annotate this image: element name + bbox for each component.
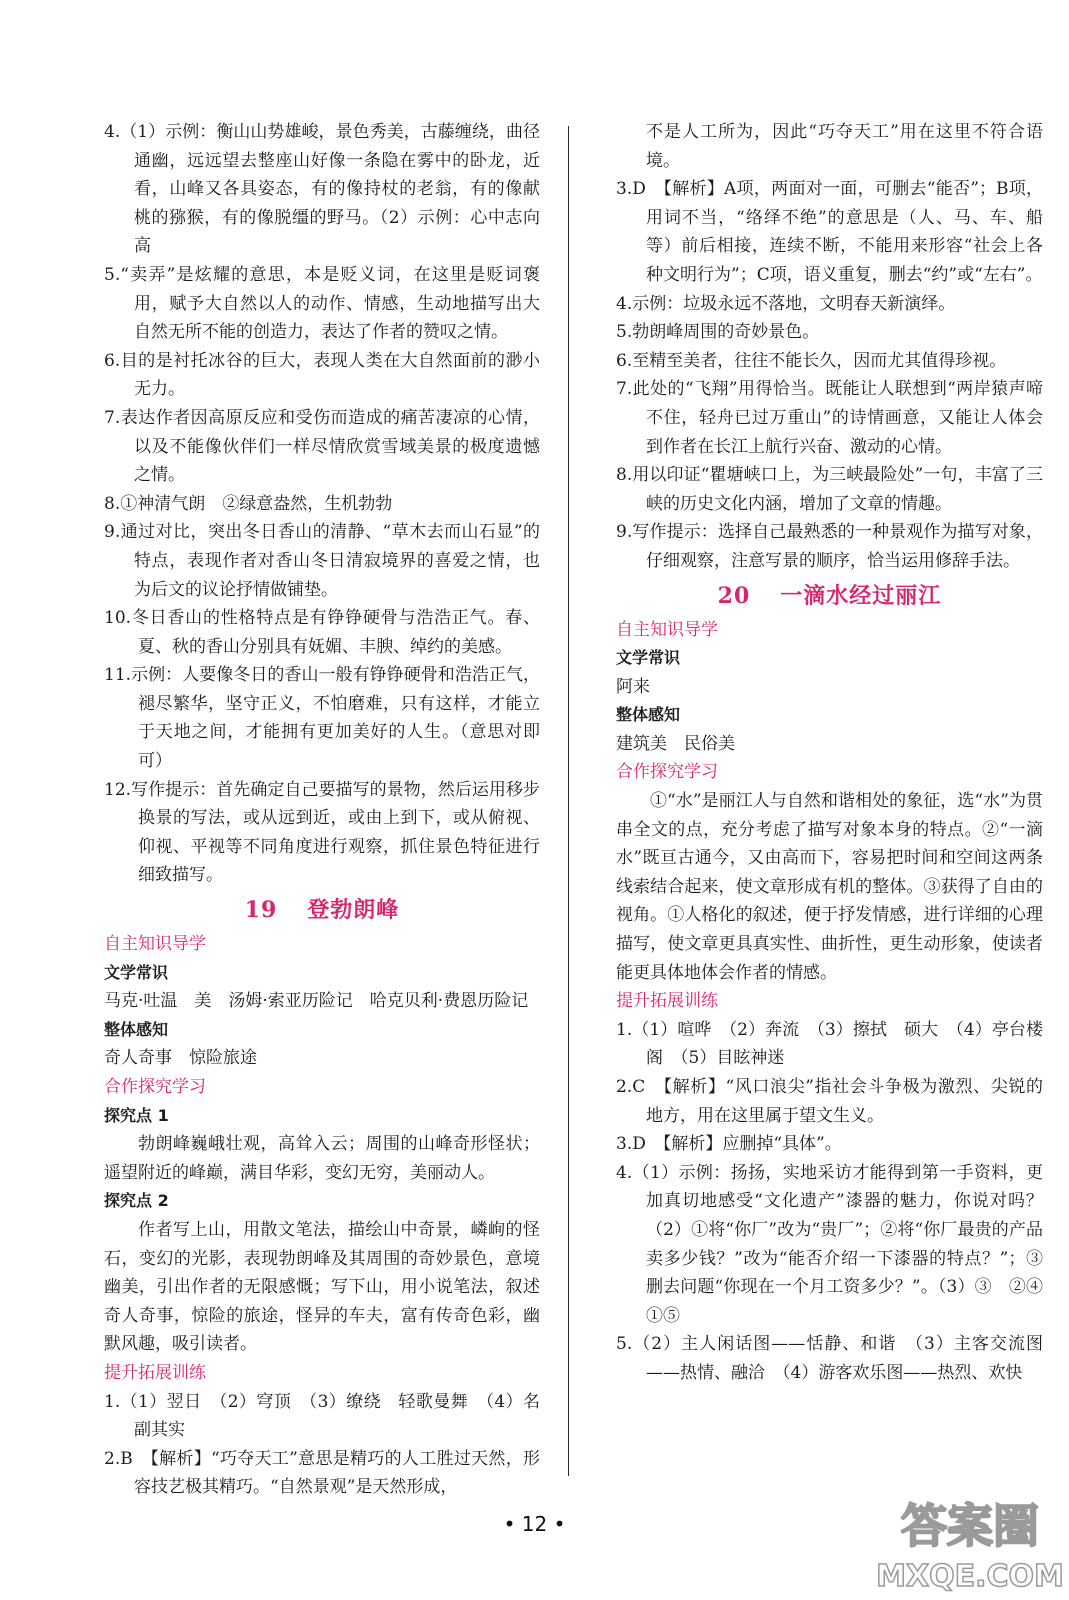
answer-text: 阿来 — [616, 676, 650, 697]
answer-item: 2.B 【解析】“巧夺天工”意思是精巧的人工胜过天然，形容技艺极其精巧。“自然景观”是天然形成， — [104, 1448, 540, 1498]
answer-item: 8.用以印证“瞿塘峡口上，为三峡最险处”一句，丰富了三峡的历史文化内涵，增加了文章的情趣。 — [616, 465, 1043, 514]
answer-item: 6.目的是衬托冰谷的巨大，表现人类在大自然面前的渺小无力。 — [104, 350, 540, 400]
watermark-line1: 答案圈 — [901, 1499, 1039, 1553]
section-heading: 自主知识导学 — [104, 934, 206, 955]
answer-list-top — [616, 175, 1043, 575]
answer-item: 7.此处的“飞翔”用得恰当。既能让人联想到“两岸猿声啼不住，轻舟已过万重山”的诗情画意，又能让人体会到作者在长江上航行兴奋、激动的心情。 — [616, 379, 1043, 457]
answer-item: 5.（2）主人闲话图——恬静、和谐 （3）主客交流图——热情、融洽 （4）游客欢乐图——热烈、欢快 — [616, 1334, 1043, 1383]
sub-heading: 整体感知 — [104, 1019, 169, 1039]
answer-item: 7.表达作者因高原反应和受伤而造成的痛苦凄凉的心情，以及不能像伙伴们一样尽情欣赏雪域美景的极度遗憾之情。 — [104, 407, 540, 486]
answer-item: 2.C 【解析】“风口浪尖”指社会斗争极为激烈、尖锐的地方，用在这里属于望文生义。 — [616, 1077, 1043, 1126]
answer-item: 6.至精至美者，往往不能长久，因而尤其值得珍视。 — [616, 350, 1007, 371]
answer-item: 1.（1）翌日 （2）穹顶 （3）缭绕 轻歌曼舞 （4）名副其实 — [104, 1391, 540, 1441]
sub-heading: 整体感知 — [616, 705, 681, 725]
answer-list-bottom — [104, 1388, 540, 1502]
section-heading: 提升拓展训练 — [104, 1362, 206, 1383]
sub-heading: 文学常识 — [616, 648, 681, 668]
page-number: • 12 • — [503, 1512, 566, 1536]
watermark-line2: MXQE.COM — [876, 1559, 1064, 1594]
answer-item: 5.勃朗峰周围的奇妙景色。 — [616, 322, 820, 343]
sub-heading: 文学常识 — [104, 962, 169, 982]
answer-item: 8.①神清气朗 ②绿意盎然，生机勃勃 — [104, 493, 393, 514]
answer-item: 12.写作提示：首先确定自己要描写的景物，然后运用移步换景的写法，或从远到近，或由上到下，或从俯视、仰视、平视等不同角度进行观察，抓住景色特征进行细致描写。 — [104, 779, 540, 886]
answer-item: 5.“卖弄”是炫耀的意思，本是贬义词，在这里是贬词褒用，赋予大自然以人的动作、情感，生动地描写出大自然无所不能的创造力，表达了作者的赞叹之情。 — [104, 264, 540, 343]
answer-paragraph: 勃朗峰巍峨壮观，高耸入云；周围的山峰奇形怪状；遥望附近的峰巅，满目华彩，变幻无穷，美丽动人。 — [104, 1134, 540, 1183]
answer-item: 11.示例：人要像冬日的香山一般有铮铮硬骨和浩浩正气，褪尽繁华，坚守正义，不怕磨难，只有这样，才能立于天地之间，才能拥有更加美好的人生。（意思对即可） — [104, 665, 540, 772]
answer-paragraph: ①“水”是丽江人与自然和谐相处的象征，选“水”为贯串全文的点，充分考虑了描写对象本身的特点。②“一滴水”既亘古通今，又由高而下，容易把时间和空间这两条线索结合起来，使文章形成有机的整体。③获得了自由的视角。①人格化的叙述，便于抒发情感，进行详细的心理描写，使文章更具真实性、曲折性，更生动形象，使读者能更具体地体会作者的情感。 — [616, 791, 1043, 983]
answer-paragraph: 作者写上山，用散文笔法，描绘山中奇景，嶙峋的怪石，变幻的光影，表现勃朗峰及其周围的奇妙景色，意境幽美，引出作者的无限感慨；写下山，用小说笔法，叙述奇人奇事，惊险的旅途，怪异的车夫，富有传奇色彩，幽默风趣，吸引读者。 — [104, 1219, 540, 1355]
column-divider — [568, 126, 569, 1476]
answer-text: 建筑美 民俗美 — [616, 733, 735, 754]
right-column — [616, 118, 1060, 1388]
section-heading: 合作探究学习 — [104, 1077, 206, 1097]
answer-item: 1.（1）喧哗 （2）奔流 （3）擦拭 硕大 （4）亭台楼阁 （5）目眩神迷 — [616, 1019, 1043, 1069]
section-heading: 自主知识导学 — [616, 619, 718, 640]
lesson-heading: 20 一滴水经过丽江 — [717, 582, 942, 609]
answer-text: 马克·吐温 美 汤姆·索亚历险记 哈克贝利·费恩历险记 — [104, 991, 529, 1012]
answer-list-bottom — [616, 1016, 1060, 1388]
answer-list-top — [104, 118, 540, 890]
sub-heading: 探究点 1 — [104, 1105, 169, 1125]
lesson-heading: 19 登勃朗峰 — [244, 897, 400, 924]
answer-item: 3.D 【解析】应删掉“具体”。 — [616, 1134, 842, 1155]
sub-heading: 探究点 2 — [104, 1191, 169, 1211]
answer-item: 4.示例：垃圾永远不落地，文明春天新演绎。 — [616, 293, 956, 314]
section-heading: 提升拓展训练 — [616, 991, 718, 1012]
left-column — [104, 118, 540, 1502]
section-heading: 合作探究学习 — [616, 762, 718, 783]
answer-item: 4.（1）示例：衡山山势雄峻，景色秀美，古藤缠绕，曲径通幽，远远望去整座山好像一条隐在雾中的卧龙，近看，山峰又各具姿态，有的像持杖的老翁，有的像献桃的猕猴，有的像脱缰的野马。（2）示例：心中志向高 — [104, 122, 540, 257]
answer-item: 10.冬日香山的性格特点是有铮铮硬骨与浩浩正气。春、夏、秋的香山分别具有妩媚、丰腴、绰约的美感。 — [104, 608, 540, 657]
answer-item: 9.写作提示：选择自己最熟悉的一种景观作为描写对象，仔细观察，注意写景的顺序，恰当运用修辞手法。 — [616, 522, 1043, 571]
answer-item: 3.D 【解析】A项，两面对一面，可删去“能否”；B项，用词不当，“络绎不绝”的意思是（人、马、车、船等）前后相接，连续不断，不能用来形容“社会上各种文明行为”；C项，语义重复，删去“约”或“左右”。 — [616, 179, 1043, 285]
answer-text: 奇人奇事 惊险旅途 — [104, 1048, 257, 1069]
answer-item: 4.（1）示例：扬扬，实地采访才能得到第一手资料，更加真切地感受“文化遗产”漆器的魅力，你说对吗？ （2）①将“你厂”改为“贵厂”；②将“你厂最贵的产品卖多少钱？”改为“能否介绍一下漆器的特点？”；③删去问题“你现在一个月工资多少？”。（3）③ ②④ ①⑤ — [616, 1162, 1060, 1326]
answer-item: 9.通过对比，突出冬日香山的清静、“草木去而山石显”的特点，表现作者对香山冬日清寂境界的喜爱之情，也为后文的议论抒情做铺垫。 — [104, 522, 540, 600]
watermark-logo — [875, 1480, 1065, 1596]
answer-continuation: 不是人工所为，因此“巧夺天工”用在这里不符合语境。 — [646, 122, 1043, 171]
